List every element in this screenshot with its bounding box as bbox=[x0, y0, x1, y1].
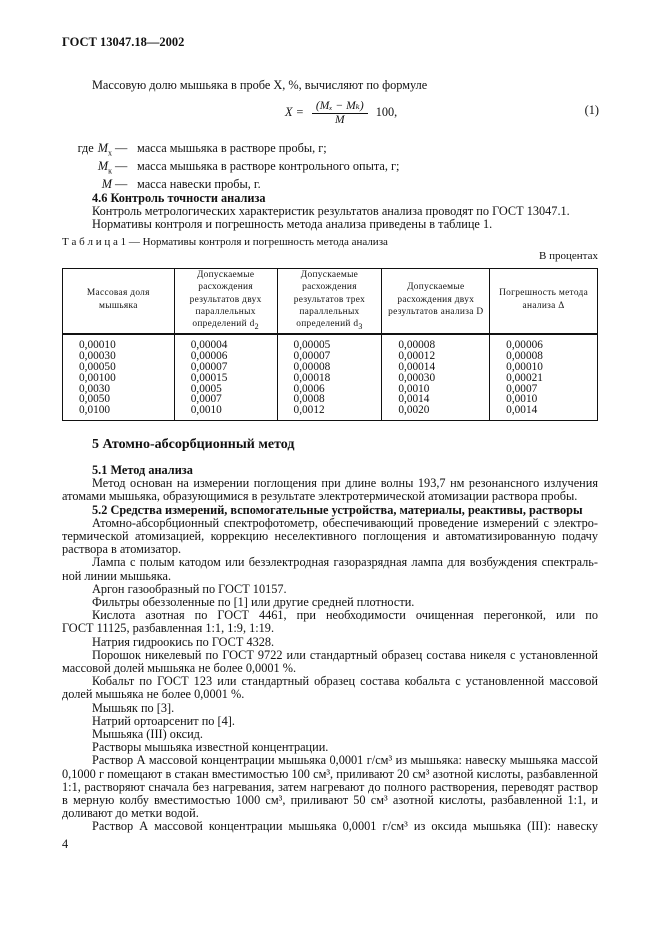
formula-factor: 100, bbox=[375, 104, 398, 119]
variable-name: M bbox=[101, 177, 112, 191]
table-value: 0,00014 bbox=[398, 360, 436, 373]
paragraph-line: 0,1000 г помещают в стакан вместимостью 100 см³, приливают 20 см³ азотной кислоты, разбавленной bbox=[62, 766, 598, 781]
paragraph-line: доливают до метки водой. bbox=[62, 806, 199, 821]
variable-subscript: к bbox=[108, 166, 112, 176]
table-value: 0,00004 bbox=[190, 339, 228, 352]
variable-symbol bbox=[62, 160, 112, 177]
table-column-cell bbox=[277, 334, 382, 420]
paragraph-line: Мышьяк по [3]. bbox=[92, 700, 175, 715]
table-value: 0,00010 bbox=[506, 360, 543, 373]
equation-number: (1) bbox=[584, 103, 599, 117]
table-column-cell bbox=[382, 334, 490, 420]
table-value: 0,00100 bbox=[79, 371, 116, 384]
paragraph-line: Растворы мышьяка известной концентрации. bbox=[92, 740, 329, 755]
table-value: 0,0005 bbox=[190, 382, 222, 395]
table-value: 0,0006 bbox=[293, 382, 325, 395]
section-4-6-line: Нормативы контроля и погрешность метода анализа приведены в таблице 1. bbox=[92, 217, 493, 231]
paragraph-line: 1:1, растворяют сначала без нагревания, затем нагревают до полного растворения, переводят раствор bbox=[62, 779, 598, 794]
variable-name: M bbox=[97, 159, 109, 173]
paragraph-line: Кобальт по ГОСТ 123 или стандартный образец состава кобальта с установленной массовой bbox=[92, 674, 598, 689]
table-value: 0,00012 bbox=[398, 350, 436, 363]
table-header-cell bbox=[174, 269, 277, 335]
table-header-text: Массовая доля мышьяка bbox=[86, 288, 150, 311]
paragraph-line: Кислота азотная по ГОСТ 4461, при необходимости очищенная перегонкой, или по bbox=[92, 608, 598, 623]
table-value: 0,00008 bbox=[398, 339, 436, 352]
table-value: 0,0007 bbox=[190, 393, 222, 406]
table-value: 0,0010 bbox=[506, 393, 538, 406]
table-value: 0,0010 bbox=[190, 404, 222, 417]
table-header-subscript: 3 bbox=[358, 322, 363, 332]
table-value: 0,0050 bbox=[79, 393, 111, 406]
table-header-cell bbox=[382, 269, 490, 335]
norms-table bbox=[62, 268, 598, 421]
paragraph-line: термической атомизацией, коррекцию неселективного поглощения и автоматизированную подачу bbox=[62, 529, 598, 543]
table-value: 0,00030 bbox=[79, 350, 116, 363]
paragraph-line: Атомно-абсорбционный спектрофотометр, обеспечивающий проведение измерений с электро- bbox=[92, 515, 598, 530]
table-caption-prefix: Т а б л и ц а 1 bbox=[62, 236, 127, 248]
paragraph-line: Аргон газообразный по ГОСТ 10157. bbox=[92, 581, 287, 596]
paragraph-line: Мышьяка (III) оксид. bbox=[92, 727, 203, 741]
table-header-text: Допускаемые расхождения результатов двух параллельных определений d bbox=[189, 270, 262, 330]
table-value: 0,00006 bbox=[190, 350, 228, 363]
table-value: 0,00018 bbox=[293, 371, 331, 384]
table-value: 0,0012 bbox=[293, 404, 325, 417]
paragraph-line: в мерную колбу вместимостью 1000 см³, приливают 50 см³ азотной кислоты, разбавленной 1:1, и bbox=[62, 793, 598, 807]
paragraph-line: атомами мышьяка, образующимися в результате электротермической атомизации раствора пробы. bbox=[62, 489, 578, 504]
table-value: 0,0100 bbox=[79, 404, 111, 417]
document-header: ГОСТ 13047.18—2002 bbox=[62, 35, 185, 49]
page-number: 4 bbox=[62, 837, 69, 851]
paragraph-line: Натрий ортоарсенит по [4]. bbox=[92, 713, 235, 728]
table-caption-text: — Нормативы контроля и погрешность метода анализа bbox=[126, 236, 388, 248]
formula-fraction bbox=[312, 98, 368, 126]
table-value: 0,0008 bbox=[293, 393, 325, 406]
table-value: 0,00030 bbox=[398, 371, 436, 384]
paragraph-line: Раствор А массовой концентрации мышьяка 0,0001 г/см³ из мышьяка: навеску мышьяка массой bbox=[92, 753, 598, 768]
section-4-6-heading: 4.6 Контроль точности анализа bbox=[92, 191, 266, 205]
variable-description: масса мышьяка в растворе пробы, г; bbox=[137, 141, 327, 155]
section-heading: 5.2 Средства измерений, вспомогательные устройства, материалы, реактивы, растворы bbox=[92, 502, 583, 517]
table-header-cell bbox=[63, 269, 175, 335]
table-value: 0,00021 bbox=[506, 371, 543, 384]
paragraph-line: массовой долей мышьяка не более 0,0001 %. bbox=[62, 661, 297, 675]
table-value: 0,00008 bbox=[293, 360, 331, 373]
table-value: 0,0007 bbox=[506, 382, 538, 395]
paragraph-line: Раствор А массовой концентрации мышьяка 0,0001 г/см³ из оксида мышьяка (III): навеску bbox=[92, 819, 598, 834]
variable-dash: — bbox=[115, 159, 128, 173]
paragraph-line: раствора в атомизатор. bbox=[62, 542, 182, 557]
paragraph-line: Фильтры обеззоленные по [1] или другие средней плотности. bbox=[92, 595, 415, 609]
variable-symbol bbox=[62, 142, 112, 159]
table-units: В процентах bbox=[539, 250, 598, 262]
variable-dash: — bbox=[115, 141, 128, 155]
table-column-cell bbox=[490, 334, 598, 420]
section-heading: 5.1 Метод анализа bbox=[92, 463, 193, 477]
table-value: 0,0010 bbox=[398, 382, 430, 395]
table-header-text: Допускаемые расхождения результатов трех параллельных определений d bbox=[293, 270, 366, 330]
table-caption bbox=[62, 236, 598, 249]
table-value: 0,00010 bbox=[79, 339, 116, 352]
intro-text: Массовую долю мышьяка в пробе X, %, вычисляют по формуле bbox=[92, 78, 428, 92]
variable-description: масса навески пробы, г. bbox=[137, 177, 261, 191]
table-value: 0,0030 bbox=[79, 382, 111, 395]
table-header-cell bbox=[490, 269, 598, 335]
variable-name: M bbox=[97, 141, 108, 155]
variable-dash: — bbox=[115, 177, 128, 191]
formula bbox=[285, 98, 397, 126]
formula-numerator: (Mₓ − Mₖ) bbox=[312, 98, 368, 114]
paragraph-line: Натрия гидроокись по ГОСТ 4328. bbox=[92, 634, 275, 649]
paragraph-line: ГОСТ 11125, разбавленная 1:1, 1:9, 1:19. bbox=[62, 621, 275, 636]
table-value: 0,00008 bbox=[506, 350, 543, 363]
table-header-text: Погрешность метода анализа Δ bbox=[499, 288, 589, 311]
table-header-subscript: 2 bbox=[254, 322, 259, 332]
table-value: 0,00005 bbox=[293, 339, 331, 352]
table-column-cell bbox=[174, 334, 277, 420]
table-value: 0,00006 bbox=[506, 339, 543, 352]
paragraph-line: Лампа с полым катодом или безэлектродная газоразрядная лампа для возбуждения спектраль- bbox=[92, 555, 598, 570]
table-body-row bbox=[63, 334, 598, 420]
table-header-row bbox=[63, 269, 598, 335]
table-value: 0,0014 bbox=[398, 393, 430, 406]
table-value: 0,00015 bbox=[190, 371, 228, 384]
formula-denominator: M bbox=[334, 114, 345, 126]
table-header-cell bbox=[277, 269, 382, 335]
formula-lhs: X = bbox=[285, 104, 304, 119]
table-value: 0,0014 bbox=[506, 404, 538, 417]
variable-definition bbox=[62, 160, 598, 177]
table-value: 0,00007 bbox=[293, 350, 331, 363]
table-header-text: Допускаемые расхождения двух результатов анализа D bbox=[388, 282, 484, 317]
section-4-6-line: Контроль метрологических характеристик результатов анализа проводят по ГОСТ 13047.1. bbox=[92, 204, 570, 218]
section-5-heading: 5 Атомно-абсорбционный метод bbox=[92, 437, 295, 452]
paragraph-line: ной линии мышьяка. bbox=[62, 568, 172, 583]
variable-prefix: где bbox=[77, 141, 94, 155]
paragraph-line: Метод основан на измерении поглощения при длине волны 193,7 нм резонансного излучения bbox=[92, 476, 598, 491]
variable-subscript: x bbox=[108, 148, 112, 158]
table-value: 0,0020 bbox=[398, 404, 430, 417]
paragraph-line: Порошок никелевый по ГОСТ 9722 или стандартный образец состава никеля с установленной bbox=[92, 647, 598, 662]
variable-description: масса мышьяка в растворе контрольного опыта, г; bbox=[137, 159, 400, 173]
table-value: 0,00050 bbox=[79, 360, 116, 373]
variable-definition bbox=[62, 142, 598, 159]
table-value: 0,00007 bbox=[190, 360, 228, 373]
table-column-cell bbox=[63, 334, 175, 420]
paragraph-line: долей мышьяка не более 0,0001 %. bbox=[62, 687, 245, 702]
